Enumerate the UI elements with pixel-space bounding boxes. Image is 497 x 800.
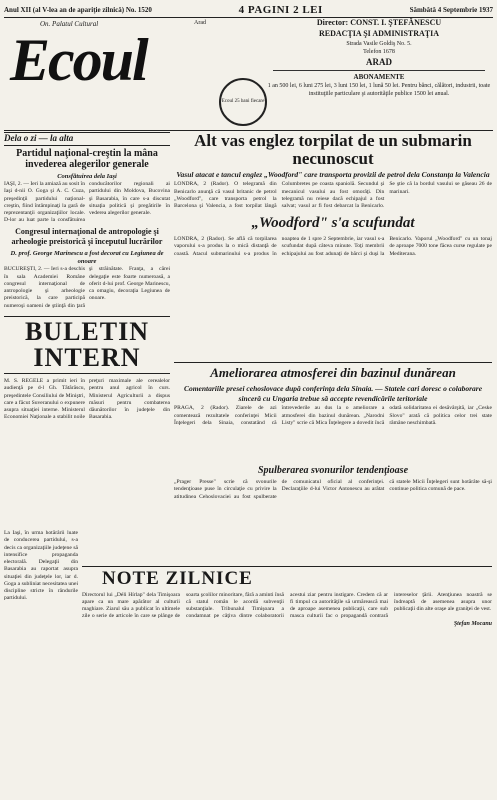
subhead-woodford-tank: Vasul atacat e tancul englez „Woodford" care transporta provizii de petrol dela Constanţa la Valencia xyxy=(176,169,490,179)
top-banner xyxy=(4,4,493,16)
stamp-palatul: On. Palatul Cultural xyxy=(40,20,99,28)
issue-date: Sâmbătă 4 Septembrie 1937 xyxy=(409,6,493,14)
article-note-zilnice: Directorul lui „Déli Hírlap" dela Timişoara apare ca un mare apărător al culturii maghiare. Ziarul său a publicat în ultimele zile o serie de articole în care se plânge de soarta şcolilor minoritare, fără a aminti însă că statul român le acordă subvenţii substanţiale. Tribunalul Timişoara a condamnat pe câţiva dintre colaboratorii acestui ziar pentru instigare. Credem că ar fi timpul ca autorităţile să urmărească mai de aproape asemenea publicaţii, care sub masca culturii fac o propagandă contrară intereselor ţării. Atenţiunea noastră se îndreaptă de asemenea asupra unor publicaţii din alte oraşe ale graniţei de vest. xyxy=(82,591,492,620)
telefon: Telefon 1678 xyxy=(363,48,395,55)
headline-torpilat: Alt vas englez torpilat de un submarin necunoscut xyxy=(194,132,472,168)
pages-price: 4 PAGINI 2 LEI xyxy=(238,4,323,16)
abonamente-prices: 1 an 500 lei, 6 luni 275 lei, 3 luni 150 lei, 1 lună 50 lei. Pentru bănci, călători, industrii, toate instituţiile particulare şi autorităţile publice 1500 lei anual. xyxy=(267,83,491,98)
article-congres: BUCUREŞTI, 2. — Ieri s-a deschis în sala Academiei Române congresul internaţional de antropologie şi arheologie preistorică, la care participă numeroşi oameni de ştiinţă din ţară şi străinătate. Franţa, a cărei delegaţie este foarte numeroasă, a oferit d-lui prof. George Marinescu, ca omagiu, decoraţia Legiunea de onoare. xyxy=(4,266,170,309)
article-spulberarea-body: „Prager Presse" scrie că svonurile tendenţioase puse în circulaţie cu privire la atitudinea Cehoslovaciei au fost spulberate de comunicatul oficial al conferinţei. Declaraţiile d-lui Victor Antonescu au arătat că statele Micii Înţelegeri sunt hotărâte să-şi continue politica comună de pace. xyxy=(174,479,492,500)
director-name: Director: CONST. I. ŞTEFĂNESCU xyxy=(316,18,442,27)
right-column-torpilat xyxy=(174,132,492,362)
left-lower-column xyxy=(4,530,78,796)
article-danube xyxy=(174,362,492,462)
street-address: Strada Vasile Goldiş No. 5. xyxy=(346,40,412,47)
subhead-consfatuirea: Consfătuirea dela Iaşi xyxy=(57,172,117,180)
divider xyxy=(273,70,485,71)
left-column xyxy=(4,132,170,532)
masthead-rule xyxy=(4,130,493,131)
subhead-danube: Comentariile presei cehoslovace după conferinţa dela Sinaia. — Statele cari doresc o colaborare sinceră cu Ungaria trebue să accepte revendicările teritoriale xyxy=(183,383,483,403)
signature: Ştefan Mocanu xyxy=(453,620,492,627)
headline-buletin-intern: BULETIN INTERN xyxy=(4,316,170,374)
newspaper-logo: Ecoul xyxy=(10,27,147,93)
redactia-label: REDACŢIA ŞI ADMINISTRAŢIA xyxy=(318,28,440,38)
article-woodford: LONDRA, 2 (Rador). Se află că torpilarea vaporului s-a produs la o mică distanţă de coastă. Atacul submarinului s-a produs în noaptea de 1 spre 2 Septembrie, iar vasul s-a scufundat după câteva minute. Toţi membrii echipajului au fost adunaţi de bărci şi duşi la Benicarlo. Vaporul „Woodford" cu un tonaj de aproape 7000 tone făcea curse regulate pe Mediterana. xyxy=(174,236,492,257)
headline-note-zilnice: NOTE ZILNICE xyxy=(82,566,492,592)
article-spulberarea xyxy=(174,464,492,562)
article-torpilat: LONDRA, 2 (Rador). O telegramă din Benicarlo anunţă că vasul britanic de petrol „Woodford", care transporta petrol la Barcelona şi Valencia, a fost torpilat lângă Columbretes pe coasta spaniolă. Secundul şi mecanicul vasului au fost omorâţi. Din telegramă nu reiese dacă echipajul a fost salvat; vasul ar fi fost debarcat la Benicarlo. Se ştie că la bordul vasului se găseau 26 de marinari. xyxy=(174,181,492,210)
headline-woodford-scufundat: „Woodford" s'a scufundat xyxy=(251,214,415,231)
section-tag: Dela o zi — la alta xyxy=(4,132,170,146)
article-left-lower: La Iaşi, în urma hotărârii luate de conducerea partidului, s-a decis ca organizaţiile judeţene să intensifice propaganda electorală. Delegaţii din Basarabia au raportat asupra situaţiei din judeţele lor, iar d. Goga a subliniat necesitatea unei discipline stricte în rândurile partidului. xyxy=(4,530,78,602)
abonamente-label: ABONAMENTE xyxy=(353,72,405,81)
note-zilnice xyxy=(82,566,492,796)
headline-partidul: Partidul naţional-creştin la mâna invederea alegerilor generale xyxy=(16,147,158,171)
issue-number: Anul XII (al V-lea an de apariţie zilnică) No. 1520 xyxy=(4,6,152,14)
director-box xyxy=(265,18,493,130)
article-buletin: M. S. REGELE a primit ieri în audienţă pe d-l Gh. Tătărăscu, preşedintele Consiliului de Miniştri, care a făcut Suveranului o expunere asupra situaţiei interne. Ministerul Economiei Naţionale a stabilit noile preţuri maximale ale cerealelor pentru anul agricol în curs. Ministerul Agriculturii a dispus măsuri pentru combaterea dăunătorilor în judeţele din Basarabia. xyxy=(4,377,170,421)
price-seal: Ecoul 25 bani fiecare xyxy=(219,78,267,126)
article-danube-body: PRAGA, 2 (Rador). Ziarele de azi comentează rezultatele conferinţei Micii Înţelegeri dela Sinaia, constatând că întrevederile au dus la o ameliorare a atmosferei din bazinul dunărean. „Narodni Listy" scrie că Mica Înţelegere a dovedit încă odată solidaritatea ei desăvârşită, iar „Ceske Slovo" arată că politica celor trei state rămâne neschimbată. xyxy=(174,405,492,426)
stamp-arad: Arad xyxy=(194,20,206,26)
headline-congres: Congresul internaţional de antropologie şi arheologie preistorică şi începutul lucrărilor xyxy=(11,226,163,247)
headline-danube: Ameliorarea atmosferei din bazinul dunărean xyxy=(174,362,492,382)
headline-spulberarea: Spulberarea svonurilor tendenţioase xyxy=(257,465,409,476)
article-partidul: IAŞI, 2. — Ieri la amiază au sosit în Iaşi d-nii O. Goga şi A. C. Cuza, preşedinţii partidului naţional-creştin, fiind întâmpinaţi la gară de reprezentanţii organizaţiilor locale. D-lor au luat parte la consfătuirea conducătorilor regionali ai partidului din Moldova, Bucovina şi Basarabia, în care s-a discutat situaţia politică şi pregătirile în vederea alegerilor generale. xyxy=(4,181,170,224)
city: ARAD xyxy=(366,56,392,67)
subhead-marinescu: D. prof. George Marinescu a fost decorat cu Legiunea de onoare xyxy=(10,249,164,265)
